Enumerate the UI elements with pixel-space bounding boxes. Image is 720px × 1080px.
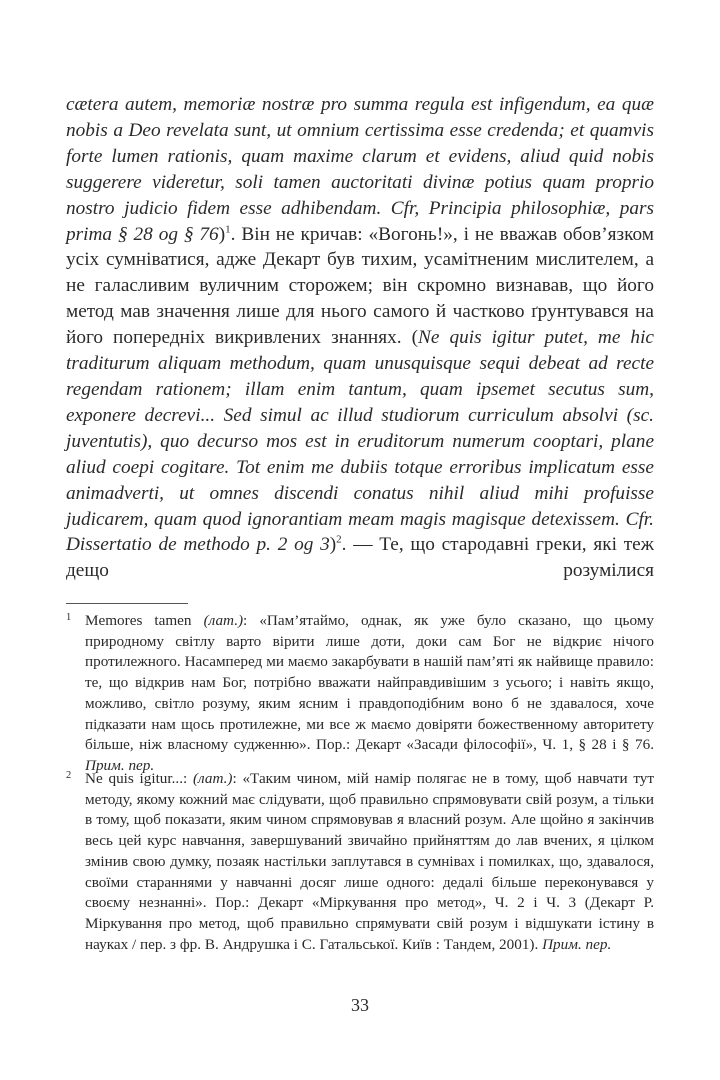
footnote-lang-note: (лат.)	[193, 770, 233, 787]
close-paren-1: )	[218, 223, 226, 245]
footnote-ref-2[interactable]: 2	[336, 533, 342, 546]
footnote-1	[66, 611, 654, 777]
footnote-translator-note: Прим. пер.	[85, 756, 155, 774]
footnote-divider	[66, 603, 188, 604]
footnote-ref-1[interactable]: 1	[225, 223, 231, 236]
footnote-2	[66, 769, 654, 955]
ukrainian-text-2: . — Те, що стародавні греки, які теж дещо розумілися	[66, 534, 654, 582]
footnote-lang-note: (лат.)	[203, 612, 244, 629]
footnote-text: : «Таким чином, мій намір полягає не в тому, щоб навчати тут методу, якому кожний має слідувати, щоб правильно спрямовувати свій розум, а тільки в тому, щоб показати, яким чином спрямовував я власний розум. Але щойно я закінчив весь цей курс навчання, завершуваний звичайно прийняттям до лав вчених, я цілком змінив свою думку, позаяк настільки заплутався в сумнівах і помилках, що, здавалося, своїми стараннями у навчанні досяг лише одного: дедалі більше переконувався у своєму незнанні». Пор.: Декарт «Міркування про метод», Ч. 2 і Ч. 3 (Декарт Р. Міркування про метод, щоб правильно спрямувати свій розум і відшукати істину в науках / пер. з фр. В. Андрушка і С. Гатальської. Київ : Тандем, 2001).	[85, 770, 655, 953]
close-paren-2: )	[329, 534, 337, 556]
latin-quote-2: Ne quis igitur putet, me hic traditurum aliquam methodum, quam unusquisque sequi debeat ad recte regendam rationem; illam enim tantum, quam ipsemet secutus sum, exponere decrevi... Sed simul ac illud studiorum curriculum absolvi (sc. juventutis), quo decurso mos est in eruditorum numerum cooptari, plane aliud coepi cogitare. Tot enim me dubiis totque erroribus implicatum esse animadverti, ut omnes discendi conatus nihil aliud mihi profuisse judicarem, quam quod ignorantiam meam magis magisque detexissem. Cfr. Dissertatio de methodo p. 2 og 3	[66, 327, 654, 556]
footnote-lead: Ne quis igitur...:	[85, 770, 193, 787]
footnote-number: 1	[66, 612, 72, 623]
footnote-lead: Memores tamen	[85, 612, 204, 629]
page-number: 33	[351, 995, 369, 1015]
footnote-number: 2	[66, 770, 72, 781]
footnote-translator-note: Прим. пер.	[542, 935, 612, 953]
main-text	[66, 92, 654, 584]
footnote-text: : «Пам’ятаймо, однак, як уже було сказано, що цьому природному світлу варто вірити лише доти, доки сам Бог не відкриє нічого протилежного. Насамперед ми маємо закарбувати в нашій пам’яті як найвище правило: те, що відкрив нам Бог, потрібно вважати найправдивішим з усього; і навіть якщо, можливо, світло розуму, яким ясним і правдоподібним воно б не здавалося, хоче підказати нам щось протилежне, ми все ж маємо довіряти божественному авторитету більше, ніж власному судженню». Пор.: Декарт «Засади філософії», Ч. 1, § 28 і § 76.	[85, 612, 654, 754]
latin-quote-1: cætera autem, memoriæ nostræ pro summa regula est infigendum, ea quæ nobis a Deo revelata sunt, ut omnium certissima esse credenda; et quamvis forte lumen rationis, quam maxime clarum et evidens, aliud quid nobis suggerere videretur, soli tamen auctoritati divinæ potius quam proprio nostro judicio fidem esse adhibendam. Cfr, Principia philosophiæ, pars prima § 28 og § 76	[66, 94, 654, 245]
ukrainian-text-1: . Він не кричав: «Вогонь!», і не вважав обов’язком усіх сумніватися, адже Декарт був тихим, усамітненим мислителем, а не галасливим вуличним сторожем; він скромно визнавав, що його метод мав значення лише для нього самого й частково ґрунтувався на його попередніх викривлених знаннях. (	[66, 223, 655, 349]
